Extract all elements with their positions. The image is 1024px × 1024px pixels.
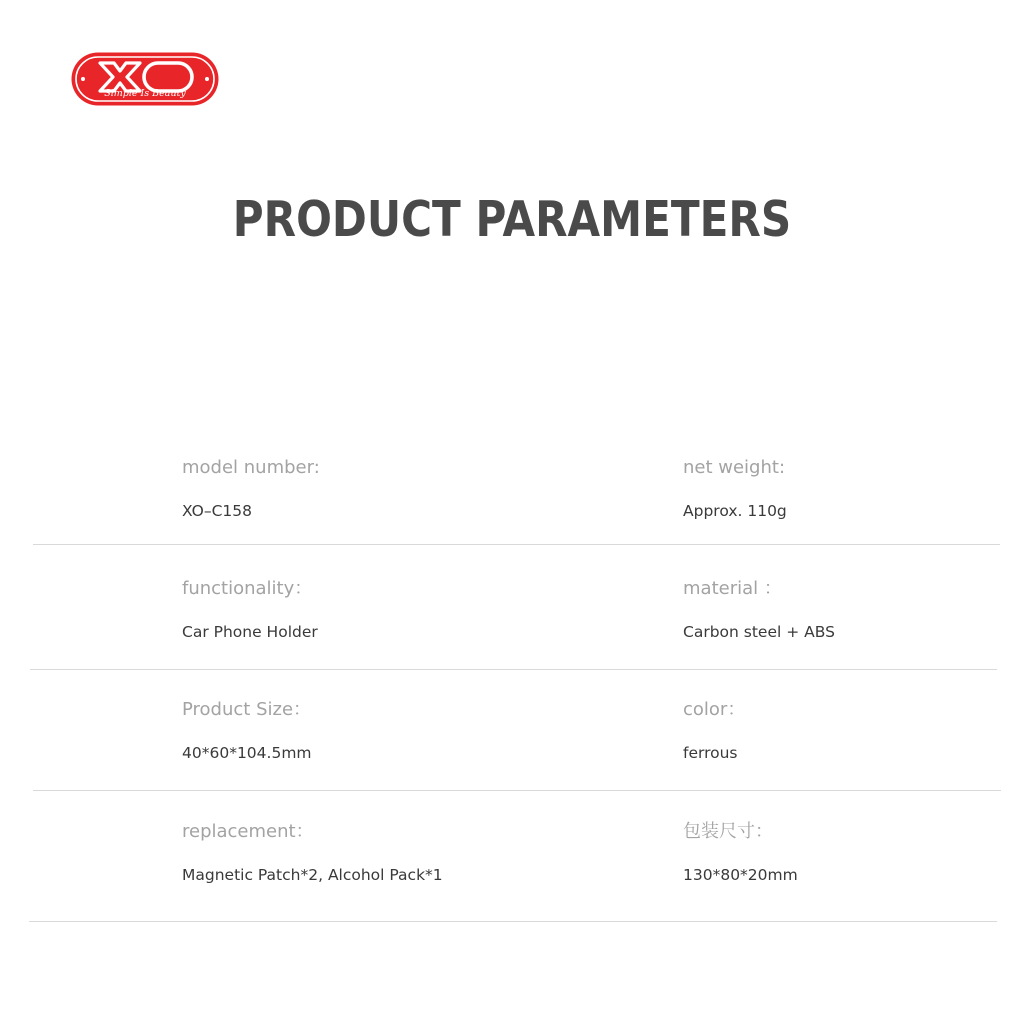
param-model-number xyxy=(182,456,602,521)
param-value: Car Phone Holder xyxy=(182,623,318,641)
param-replacement xyxy=(182,820,602,885)
brand-logo xyxy=(70,51,220,107)
xo-logo-icon xyxy=(70,51,220,107)
param-product-size xyxy=(182,698,602,763)
param-value: 130*80*20mm xyxy=(683,866,798,884)
param-net-weight xyxy=(683,456,1024,521)
brand-slogan: Simple Is Beauty xyxy=(104,88,186,99)
param-package-size xyxy=(683,820,1024,885)
param-material xyxy=(683,577,1024,642)
param-value: Carbon steel + ABS xyxy=(683,623,835,641)
page-title: PRODUCT PARAMETERS xyxy=(232,191,792,248)
row-divider xyxy=(33,790,1001,791)
param-value: XO–C158 xyxy=(182,502,252,520)
param-label: material ： xyxy=(683,578,782,599)
param-color xyxy=(683,698,1024,763)
param-value: 40*60*104.5mm xyxy=(182,744,312,762)
param-functionality xyxy=(182,577,602,642)
param-value: Magnetic Patch*2, Alcohol Pack*1 xyxy=(182,866,443,884)
param-label: net weight: xyxy=(683,457,786,478)
param-label: Product Size： xyxy=(182,699,312,720)
param-value: ferrous xyxy=(683,744,738,762)
param-value: Approx. 110g xyxy=(683,502,787,520)
row-divider xyxy=(29,921,997,922)
param-label: functionality： xyxy=(182,578,313,599)
param-label: 包装尺寸： xyxy=(683,821,773,842)
row-divider xyxy=(30,669,997,670)
param-label: model number: xyxy=(182,457,320,478)
param-label: replacement： xyxy=(182,821,314,842)
row-divider xyxy=(33,544,1000,545)
param-label: color： xyxy=(683,699,746,720)
